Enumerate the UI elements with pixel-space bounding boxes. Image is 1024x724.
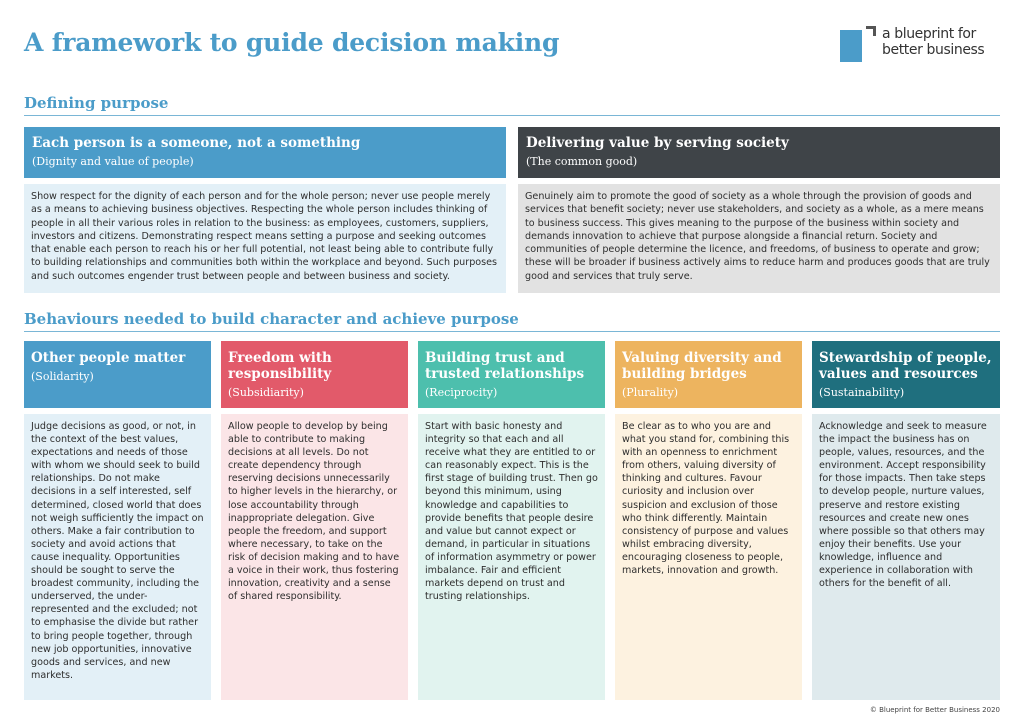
behaviour-card-plurality-body: Be clear as to who you are and what you stand for, combining this with an openness to enrichment from others, valuing diversity of thinking and cultures. Favour curiosity and inclusion over suspicion and exclusion of those who think differently. Maintain consistency of purpose and values whilst embracing diversity, encouraging closeness to people, markets, innovation and growth. <box>615 414 802 700</box>
section-divider <box>24 331 1000 332</box>
behaviour-card-title: Valuing diversity and building bridges <box>622 350 782 382</box>
logo <box>840 22 1010 64</box>
behaviour-card-reciprocity-header <box>418 341 605 408</box>
behaviour-card-solidarity-body: Judge decisions as good, or not, in the context of the best values, expectations and needs of those with whom we should seek to build relationships. Do not make decisions in a self interested, self determined, closed world that does not weigh sufficiently the impact on others. Make a fair contribution to society and avoid actions that cause inequality. Opportunities should be sought to serve the broadest community, including the underserved, the under-represented and the excluded; not to emphasise the divide but rather to bring people together, through new job opportunities, innovative goods and services, and new markets. <box>24 414 211 700</box>
defining-purpose-heading: Defining purpose <box>24 94 169 112</box>
behaviour-card-subtitle: (Plurality) <box>622 386 679 399</box>
page-title: A framework to guide decision making <box>24 28 560 57</box>
behaviour-card-subtitle: (Solidarity) <box>31 370 94 383</box>
logo-text: a blueprint for better business <box>882 26 985 58</box>
behaviour-card-subtitle: (Reciprocity) <box>425 386 498 399</box>
purpose-card-common-good-body: Genuinely aim to promote the good of society as a whole through the provision of goods and services that benefit society; never use stakeholders, and society as a whole, as a mere means to business success. This gives meaning to the purpose of the business within society and demands innovation to achieve that purpose alongside a financial return. Society and communities of people determine the licence, and freedoms, of business to operate and grow; these will be broader if business actively aims to reduce harm and produces goods that are truly good and services that truly serve. <box>518 184 1000 293</box>
behaviour-card-title: Building trust and trusted relationships <box>425 350 585 382</box>
purpose-card-dignity-body: Show respect for the dignity of each person and for the whole person; never use people merely as a means to achieving business objectives. Respecting the whole person includes thinking of people in all their various roles in relation to the business: as employees, customers, suppliers, investors and citizens. Demonstrating respect means setting a purpose and seeking outcomes that enable each person to reach his or her full potential, not least being able to contribute fully to building relationships and communities both within the workplace and beyond. Such purposes and such outcomes engender trust between people and between business and society. <box>24 184 506 293</box>
purpose-card-dignity-header <box>24 127 506 178</box>
behaviour-card-subsidiarity-body: Allow people to develop by being able to contribute to making decisions at all levels. Do not create dependency through reserving decisions unnecessarily to higher levels in the hierarchy, or lose accountability through inappropriate delegation. Give people the freedom, and support where necessary, to take on the risk of decision making and to have a voice in their work, thus fostering innovation, creativity and a sense of shared responsibility. <box>221 414 408 700</box>
behaviour-card-sustainability-body: Acknowledge and seek to measure the impact the business has on people, values, resources, and the environment. Accept responsibility for those impacts. Then take steps to develop people, nurture values, preserve and restore existing resources and create new ones where possible so that others may enjoy their benefits. Use your knowledge, influence and experience in collaboration with others for the benefit of all. <box>812 414 1000 700</box>
behaviour-card-sustainability-header <box>812 341 1000 408</box>
purpose-card-title: Each person is a someone, not a something <box>32 135 361 151</box>
purpose-card-common-good-header <box>518 127 1000 178</box>
section-divider <box>24 115 1000 116</box>
behaviours-heading: Behaviours needed to build character and achieve purpose <box>24 310 519 328</box>
purpose-card-subtitle: (The common good) <box>526 155 638 168</box>
behaviour-card-subsidiarity-header <box>221 341 408 408</box>
behaviour-card-solidarity-header <box>24 341 211 408</box>
behaviour-card-subtitle: (Subsidiarity) <box>228 386 304 399</box>
logo-mark-icon <box>840 30 862 62</box>
copyright-footer: © Blueprint for Better Business 2020 <box>869 706 1000 714</box>
behaviour-card-subtitle: (Sustainability) <box>819 386 905 399</box>
behaviour-card-title: Freedom with responsibility <box>228 350 332 382</box>
behaviour-card-title: Other people matter <box>31 350 186 366</box>
behaviour-card-title: Stewardship of people, values and resources <box>819 350 992 382</box>
behaviour-card-reciprocity-body: Start with basic honesty and integrity so that each and all receive what they are entitled to or can reasonably expect. This is the first stage of building trust. Then go beyond this minimum, using knowledge and capabilities to provide benefits that people desire and value but cannot expect or demand, in particular in situations of information asymmetry or power imbalance. Fair and efficient markets depend on trust and trusting relationships. <box>418 414 605 700</box>
purpose-card-subtitle: (Dignity and value of people) <box>32 155 194 168</box>
purpose-card-title: Delivering value by serving society <box>526 135 789 151</box>
logo-corner-icon <box>866 26 876 36</box>
behaviour-card-plurality-header <box>615 341 802 408</box>
